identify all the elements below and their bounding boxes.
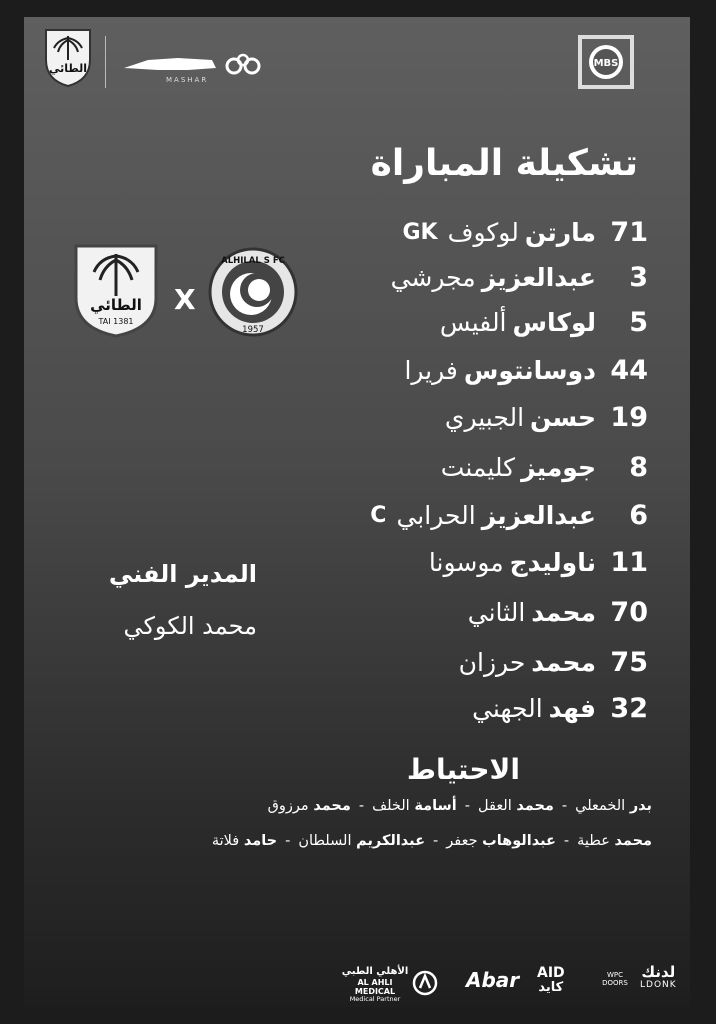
player-last-name: الجبيري	[444, 402, 525, 432]
subs-title: الاحتياط	[406, 753, 520, 786]
player-row	[288, 397, 648, 437]
league-badge-text: MBS	[593, 58, 619, 69]
league-badge-icon	[572, 31, 640, 93]
player-last-name: موسونا	[428, 547, 504, 577]
player-last-name: فريرا	[404, 355, 458, 385]
sub-player	[372, 798, 457, 814]
sponsor-aid-en: AID	[537, 965, 565, 981]
player-row	[288, 302, 648, 342]
sub-last-name: العقل	[478, 798, 512, 814]
player-row	[288, 542, 648, 582]
sub-player	[212, 833, 277, 849]
sub-last-name: فلاتة	[211, 833, 240, 849]
subs-separator: -	[464, 798, 470, 814]
away-team-year: 1957	[242, 325, 264, 335]
player-number: 8	[629, 451, 648, 483]
sponsor-ahli-medical	[340, 966, 410, 1003]
player-first-name: ناوليدج	[509, 547, 596, 577]
sub-player	[446, 833, 556, 849]
player-row	[288, 592, 648, 632]
player-first-name: محمد	[531, 647, 596, 677]
sponsor-ldonk-en: LDONK	[640, 979, 677, 990]
ahli-medical-icon	[412, 968, 438, 998]
player-row	[288, 212, 648, 252]
sponsor-aid-ar: كايد	[538, 980, 564, 996]
sub-last-name: عطية	[577, 833, 610, 849]
player-number: 71	[610, 216, 648, 248]
player-role-tag: GK	[402, 219, 438, 245]
sub-last-name: الخلف	[372, 798, 410, 814]
player-row	[288, 642, 648, 682]
home-team-sub: TAI 1381	[98, 317, 134, 326]
player-row	[288, 447, 648, 487]
home-team-label: الطائي	[90, 296, 142, 314]
away-team-crest-icon	[207, 246, 299, 338]
lineup-title: تشكيلة المباراة	[370, 143, 638, 184]
player-first-name: جوميز	[521, 452, 596, 482]
sub-first-name: عبدالكريم	[356, 833, 425, 849]
versus-label: X	[174, 283, 196, 316]
subs-separator: -	[358, 798, 365, 814]
player-row	[288, 257, 648, 297]
player-first-name: فهد	[548, 693, 596, 723]
sponsor-ahli-partner: Medical Partner	[349, 994, 401, 1003]
player-number: 6	[629, 499, 648, 531]
player-first-name: لوكاس	[512, 307, 596, 337]
tai-crest-label: الطائي	[48, 62, 88, 75]
player-last-name: الثاني	[467, 597, 526, 627]
sub-player	[298, 833, 425, 849]
player-last-name: حرزان	[458, 647, 526, 677]
subs-line-1	[268, 798, 652, 814]
away-team-label: ALHILAL S FC	[221, 256, 285, 266]
player-number: 75	[610, 646, 648, 678]
sub-player	[577, 833, 652, 849]
sub-first-name: محمد	[313, 798, 351, 814]
header-divider	[105, 36, 106, 88]
tai-crest-icon	[40, 26, 96, 88]
coach-name: محمد الكوكي	[123, 612, 257, 640]
sub-first-name: عبدالوهاب	[482, 833, 556, 849]
sub-last-name: مرزوق	[267, 798, 309, 814]
player-number: 32	[610, 692, 648, 724]
player-last-name: مجرشي	[390, 262, 476, 292]
player-number: 3	[629, 261, 648, 293]
coach-title: المدير الفني	[108, 560, 257, 588]
subs-separator: -	[285, 833, 291, 849]
player-number: 44	[610, 354, 648, 386]
player-first-name: مارتن	[524, 217, 596, 247]
sub-player	[268, 798, 351, 814]
sub-last-name: جعفر	[446, 833, 478, 849]
subs-line-2	[212, 833, 652, 849]
player-last-name: كليمنت	[440, 452, 516, 482]
player-last-name: لوكوف	[447, 217, 519, 247]
subs-separator: -	[561, 798, 568, 814]
sponsor-ldonk-ar: لدنك	[641, 963, 676, 981]
sub-player	[575, 798, 652, 814]
sub-last-name: الخمعلي	[575, 798, 626, 814]
sponsor-ahli-en: AL AHLI MEDICAL	[354, 977, 396, 996]
sponsor-ahli-ar: الأهلي الطبي	[341, 966, 409, 977]
player-last-name: الجهني	[472, 693, 543, 723]
player-last-name: ألفيس	[439, 307, 507, 337]
player-first-name: عبدالعزيز	[481, 262, 596, 292]
player-first-name: محمد	[531, 597, 596, 627]
sub-last-name: السلطان	[298, 833, 352, 849]
player-row	[288, 350, 648, 390]
sponsor-ldonk	[640, 964, 677, 990]
subs-separator: -	[563, 833, 570, 849]
player-role-tag: C	[370, 502, 387, 528]
sub-first-name: حامد	[243, 833, 278, 849]
sub-first-name: محمد	[516, 798, 554, 814]
sponsor-abar: Abar	[466, 968, 520, 992]
player-number: 11	[610, 546, 648, 578]
player-row	[288, 495, 648, 535]
sub-first-name: بدر	[629, 798, 652, 814]
player-number: 5	[629, 306, 648, 338]
mashar-logo-text: MASHAR	[166, 76, 209, 84]
sub-first-name: محمد	[614, 833, 652, 849]
sponsor-aid	[537, 966, 565, 996]
home-team-crest-icon	[70, 240, 162, 340]
player-first-name: دوسانتوس	[463, 355, 596, 385]
sub-player	[478, 798, 554, 814]
sponsor-wpc: WPC DOORS	[602, 971, 628, 987]
player-first-name: عبدالعزيز	[481, 500, 596, 530]
player-last-name: الحرابي	[396, 500, 476, 530]
player-number: 19	[610, 401, 648, 433]
player-row	[288, 688, 648, 728]
subs-separator: -	[433, 833, 439, 849]
player-first-name: حسن	[530, 402, 596, 432]
sub-first-name: أسامة	[414, 798, 457, 814]
mashar-logo-icon	[118, 48, 278, 84]
player-number: 70	[610, 596, 648, 628]
